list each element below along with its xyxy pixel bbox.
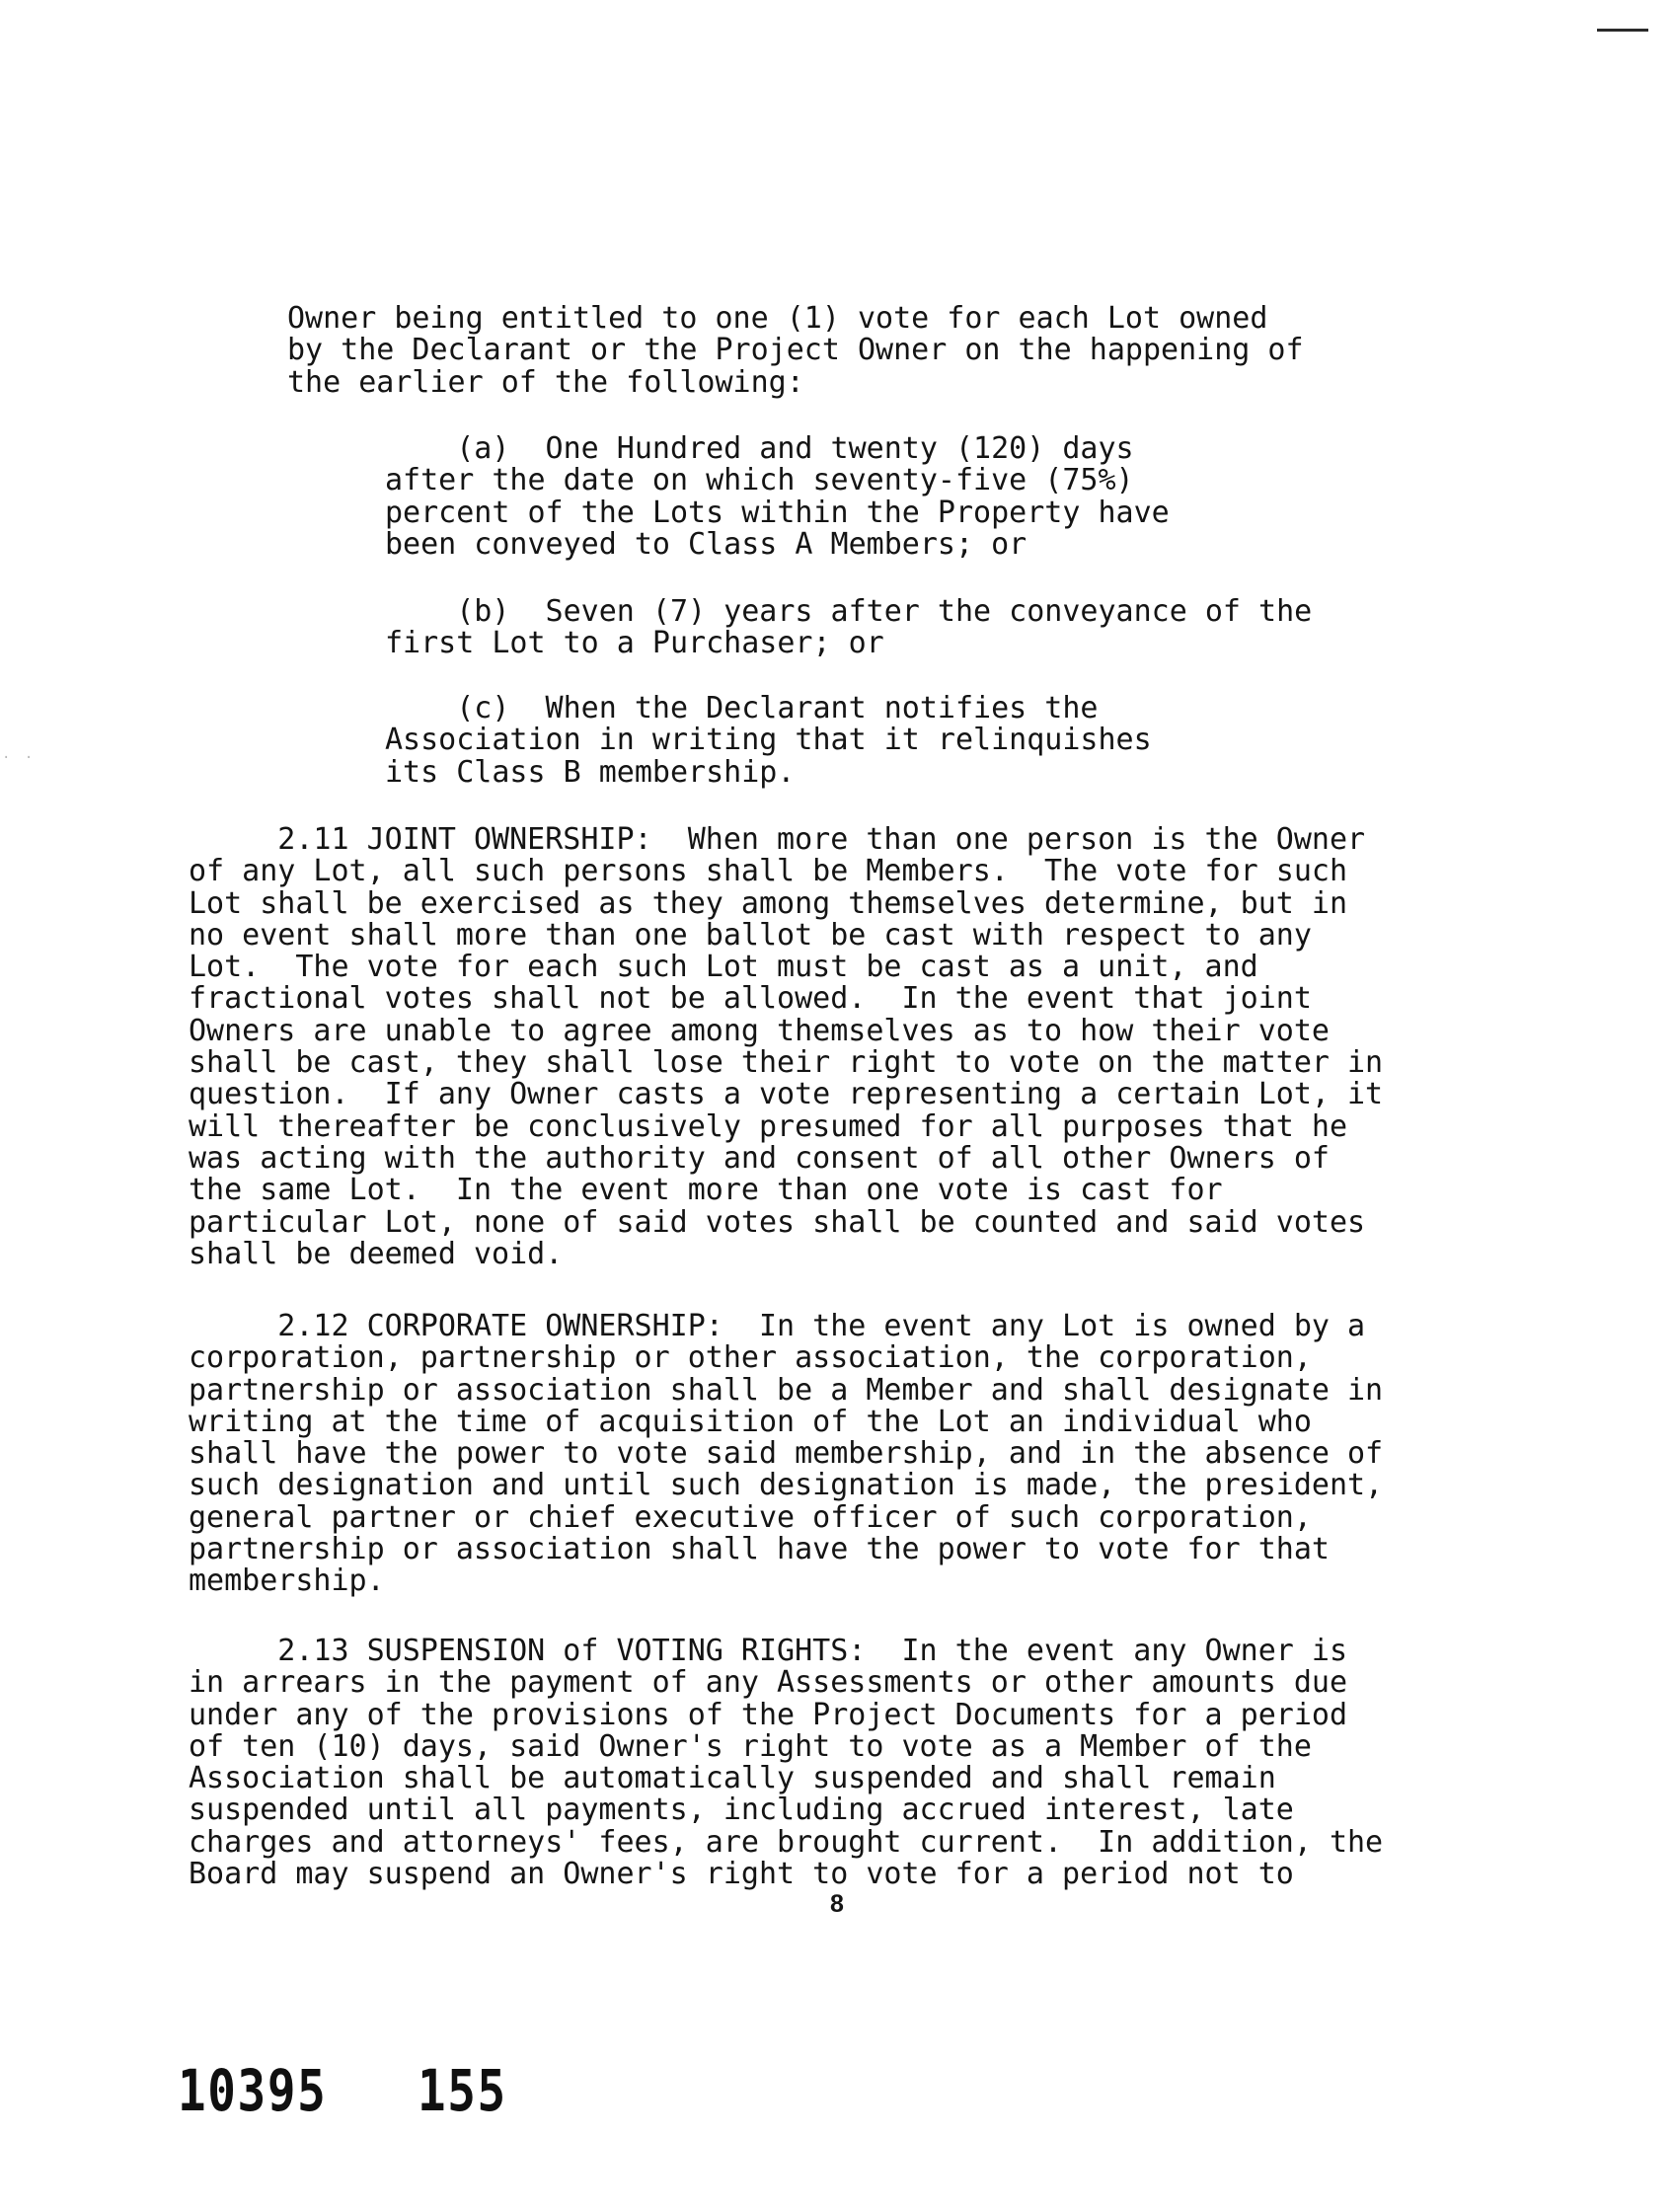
top-margin-rule xyxy=(1597,29,1648,32)
section-2-13-suspension-voting-rights: 2.13 SUSPENSION of VOTING RIGHTS: In the event any Owner is in arrears in the payment of any Assessments or other amounts due under any of the provisions of the Project Documents for a period of ten (10) days, said Owner's right to vote as a Member of the Association shall be automatically suspended and shall remain suspended until all payments, including accrued interest, late charges and attorneys' fees, are brought current. In addition, the Board may suspend an Owner's right to vote for a period not to xyxy=(189,1634,1384,1892)
intro-paragraph: Owner being entitled to one (1) vote for each Lot owned by the Declarant or the Project Owner on the happening of the earlier of the following: xyxy=(287,301,1304,400)
recording-page-number: 155 xyxy=(418,2057,507,2124)
page-number: 8 xyxy=(830,1890,844,1918)
subparagraph-a: (a) One Hundred and twenty (120) days after the date on which seventy-five (75%) percent of the Lots within the Property have been conveyed to Class A Members; or xyxy=(385,431,1170,562)
subparagraph-c: (c) When the Declarant notifies the Association in writing that it relinquishes its Class B membership. xyxy=(385,691,1152,790)
section-2-12-corporate-ownership: 2.12 CORPORATE OWNERSHIP: In the event any Lot is owned by a corporation, partnership or other association, the corporation, partnership or association shall be a Member and shall designate in writing at the time of acquisition of the Lot an individual who shall have the power to vote said membership, and in the absence of such designation and until such designation is made, the president, general partner or chief executive officer of such corporation, partnership or association shall have the power to vote for that membership. xyxy=(189,1309,1384,1599)
section-2-11-joint-ownership: 2.11 JOINT OWNERSHIP: When more than one person is the Owner of any Lot, all such persons shall be Members. The vote for such Lot shall be exercised as they among themselves determine, but in no event shall more than one ballot be cast with respect to any Lot. The vote for each such Lot must be cast as a unit, and fractional votes shall not be allowed. In the event that joint Owners are unable to agree among themselves as to how their vote shall be cast, they shall lose their right to vote on the matter in question. If any Owner casts a vote representing a certain Lot, it will thereafter be conclusively presumed for all purposes that he was acting with the authority and consent of all other Owners of the same Lot. In the event more than one vote is cast for particular Lot, none of said votes shall be counted and said votes shall be deemed void. xyxy=(189,822,1384,1271)
recording-book-number: 10395 xyxy=(178,2057,328,2124)
subparagraph-b: (b) Seven (7) years after the conveyance of the first Lot to a Purchaser; or xyxy=(385,594,1313,661)
margin-scan-mark: . . xyxy=(2,746,37,762)
